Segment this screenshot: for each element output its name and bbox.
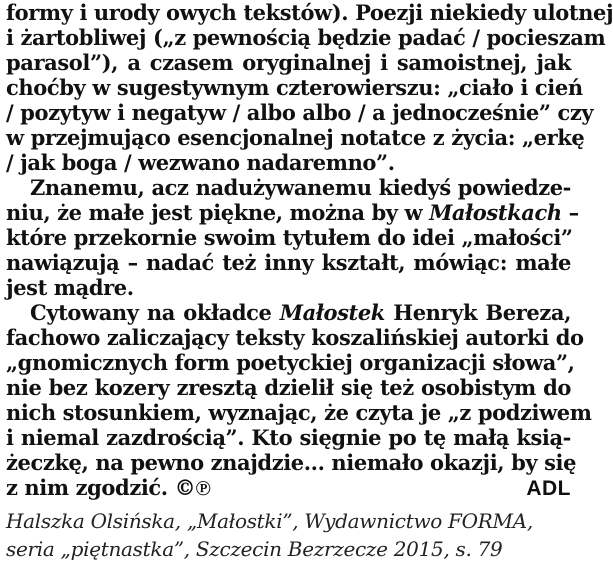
text-line: żeczkę, na pewno znajdzie... niemało okazji, by się (6, 450, 577, 475)
text-line: i żartobliwej („z pewnością będzie padać / pocieszam (6, 25, 606, 50)
text-line: nie bez kozery zresztą dzielił się też osobistym do (6, 375, 571, 400)
text-line: „gnomicznych form poetyckiej organizacji słowa”, (6, 350, 575, 375)
text-line: nawiązują – nadać też inny kształt, mówiąc: małe (6, 250, 571, 275)
text-run: niu, że małe jest piękne, można by w (6, 200, 430, 225)
text-run: Henryk Bereza, (384, 300, 571, 325)
text-run: z nim zgodzić. ©℗ (6, 475, 211, 500)
text-line: / jak boga / wezwano nadaremno”. (6, 150, 395, 175)
text-line: które przekornie swoim tytułem do idei „małości” (6, 225, 573, 250)
bibliography-line: seria „piętnastka”, Szczecin Bezrzecze 2015, s. 79 (6, 537, 503, 561)
text-line: i niemal zazdrością”. Kto sięgnie po tę małą ksią- (6, 425, 571, 450)
text-line: formy i urody owych tekstów). Poezji niekiedy ulotnej (6, 0, 613, 25)
text-line: fachowo zaliczający teksty koszalińskiej autorki do (6, 325, 584, 350)
bibliography-line: Halszka Olsińska, „Małostki”, Wydawnictwo FORMA, (6, 509, 533, 533)
text-run: – (561, 200, 579, 225)
text-line: nich stosunkiem, wyznając, że czyta je „z podziwem (6, 400, 592, 425)
text-line: jest mądre. (6, 275, 134, 300)
paragraph-first-line (6, 300, 571, 325)
text-line: parasol”), a czasem oryginalnej i samoistnej, jak (6, 50, 571, 75)
article-page (6, 0, 613, 588)
text-line: choćby w sugestywnym czterowierszu: „ciało i cień (6, 75, 583, 100)
text-line: / pozytyw i negatyw / albo albo / a jednocześnie” czy (6, 100, 594, 125)
text-line (6, 200, 579, 225)
book-title: Małostkach (429, 200, 562, 225)
text-run: Cytowany na okładce (30, 300, 280, 325)
closing-line (6, 475, 571, 500)
author-signature: ADL (526, 477, 571, 500)
paragraph-first-line: Znanemu, acz nadużywanemu kiedyś powiedze- (30, 175, 571, 200)
book-title: Małostek (279, 300, 385, 325)
text-line: w przejmująco esencjonalnej notatce z życia: „erkę (6, 125, 585, 150)
